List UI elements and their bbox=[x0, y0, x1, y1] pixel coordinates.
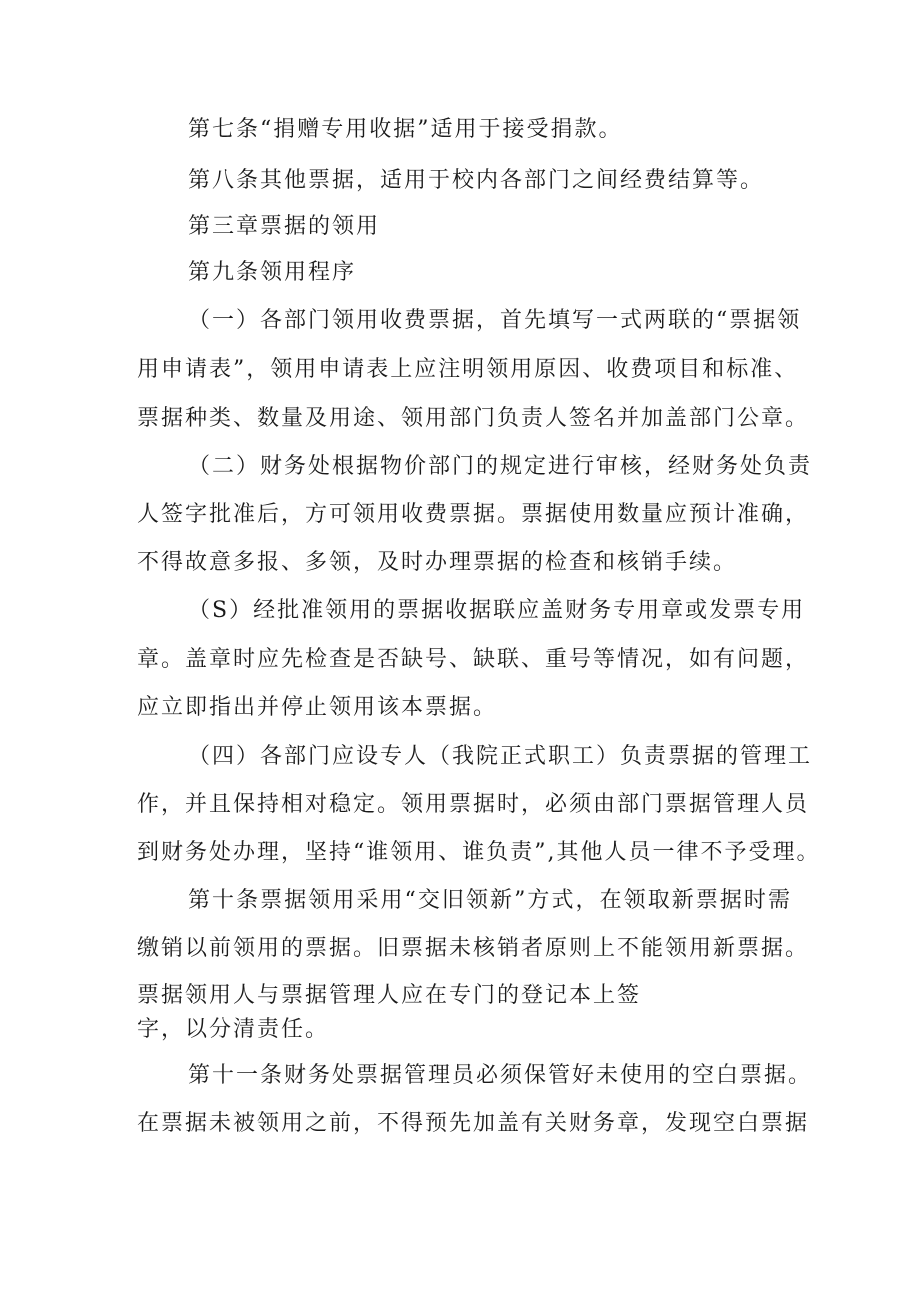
article-11-line-2: 在票据未被领用之前，不得预先加盖有关财务章，发现空白票据 bbox=[137, 1111, 810, 1136]
item-1-line-1: （一）各部门领用收费票据，首先填写一式两联的“票据领 bbox=[188, 308, 802, 333]
article-11-line-1: 第十一条财务处票据管理员必须保管好未使用的空白票据。 bbox=[188, 1063, 813, 1088]
item-3-line-2: 章。盖章时应先检查是否缺号、缺联、重号等情况，如有问题， bbox=[137, 647, 810, 672]
item-3-line-3: 应立即指出并停止领用该本票据。 bbox=[137, 695, 498, 720]
item-4-line-3: 到财务处办理，坚持“谁领用、谁负责”,其他人员一律不予受理。 bbox=[137, 840, 821, 865]
item-1-line-3: 票据种类、数量及用途、领用部门负责人签名并加盖部门公章。 bbox=[137, 406, 810, 431]
item-3-line-1: （S）经批准领用的票据收据联应盖财务专用章或发票专用 bbox=[188, 598, 806, 623]
article-7-line: 第七条“捐赠专用收据”适用于接受捐款。 bbox=[188, 117, 623, 142]
item-2-line-1: （二）财务处根据物价部门的规定进行审核，经财务处负责 bbox=[188, 454, 813, 479]
article-10-line-3: 票据领用人与票据管理人应在专门的登记本上签 bbox=[137, 983, 642, 1008]
item-2-line-2: 人签字批准后，方可领用收费票据。票据使用数量应预计准确， bbox=[137, 502, 810, 527]
article-10-line-1: 第十条票据领用采用“交旧领新”方式，在领取新票据时需 bbox=[188, 888, 792, 913]
item-4-line-2: 作，并且保持相对稳定。领用票据时，必须由部门票据管理人员 bbox=[137, 792, 810, 817]
item-4-line-1: （四）各部门应设专人（我院正式职工）负责票据的管理工 bbox=[188, 744, 813, 769]
article-10-line-2: 缴销以前领用的票据。旧票据未核销者原则上不能领用新票据。 bbox=[137, 936, 810, 961]
article-10-line-4: 字，以分清责任。 bbox=[137, 1017, 330, 1042]
item-1-line-2: 用申请表”，领用申请表上应注明领用原因、收费项目和标准、 bbox=[137, 357, 799, 382]
item-2-line-3: 不得故意多报、多领，及时办理票据的检查和核销手续。 bbox=[137, 550, 738, 575]
chapter-3-heading: 第三章票据的领用 bbox=[188, 214, 381, 239]
article-8-line: 第八条其他票据，适用于校内各部门之间经费结算等。 bbox=[188, 168, 765, 193]
article-9-heading: 第九条领用程序 bbox=[188, 260, 357, 285]
